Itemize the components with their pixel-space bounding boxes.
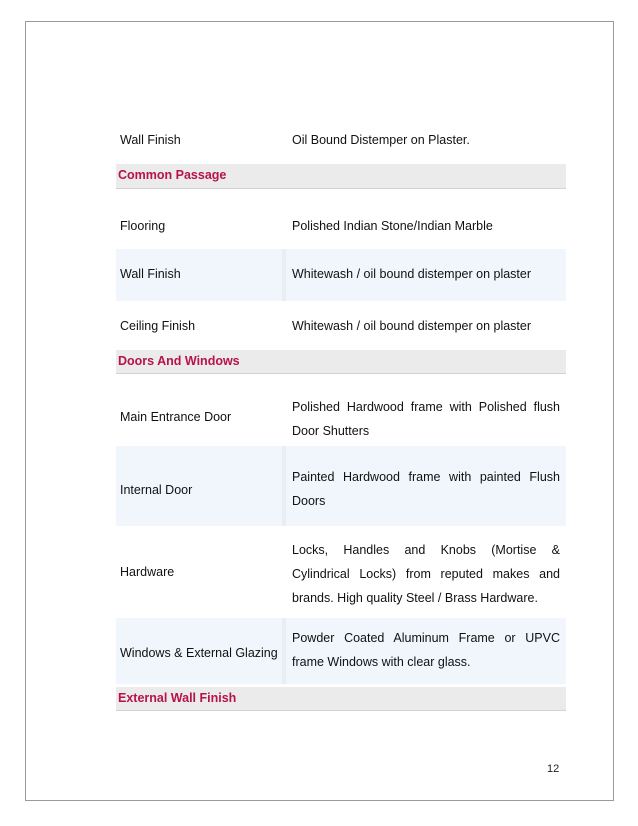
section-header-doors-and-windows	[116, 350, 566, 374]
row-value: Painted Hardwood frame with painted Flush Doors	[292, 470, 560, 508]
row-label: Hardware	[120, 565, 175, 579]
column-divider	[282, 618, 286, 684]
table-row	[116, 526, 566, 618]
row-value: Polished Hardwood frame with Polished flush Door Shutters	[292, 400, 560, 438]
row-label: Main Entrance Door	[120, 410, 232, 424]
section-header-common-passage	[116, 164, 566, 189]
row-value: Oil Bound Distemper on Plaster.	[292, 133, 470, 147]
table-row	[116, 189, 566, 249]
row-value: Polished Indian Stone/Indian Marble	[292, 219, 493, 233]
section-title: Common Passage	[118, 168, 227, 182]
row-label: Flooring	[120, 219, 166, 233]
row-value: Powder Coated Aluminum Frame or UPVC frame Windows with clear glass.	[292, 631, 560, 669]
table-row	[116, 446, 566, 526]
column-divider	[282, 249, 286, 301]
table-row	[116, 618, 566, 684]
row-value: Whitewash / oil bound distemper on plaster	[292, 267, 532, 281]
row-label: Wall Finish	[120, 133, 181, 147]
section-header-external-wall-finish	[116, 687, 566, 711]
row-label: Windows & External Glazing	[120, 646, 278, 660]
table-row	[116, 249, 566, 301]
row-label: Ceiling Finish	[120, 319, 196, 333]
column-divider	[282, 446, 286, 526]
section-title: Doors And Windows	[118, 354, 240, 368]
section-title: External Wall Finish	[118, 691, 237, 705]
row-value: Whitewash / oil bound distemper on plaster	[292, 319, 532, 333]
page-number: 12	[547, 763, 560, 775]
table-row	[116, 374, 566, 446]
row-value: Locks, Handles and Knobs (Mortise & Cylindrical Locks) from reputed makes and brands. High quality Steel / Brass Hardware.	[292, 543, 560, 605]
row-label: Wall Finish	[120, 267, 181, 281]
table-row	[116, 124, 566, 164]
table-row	[116, 301, 566, 350]
row-label: Internal Door	[120, 483, 193, 497]
